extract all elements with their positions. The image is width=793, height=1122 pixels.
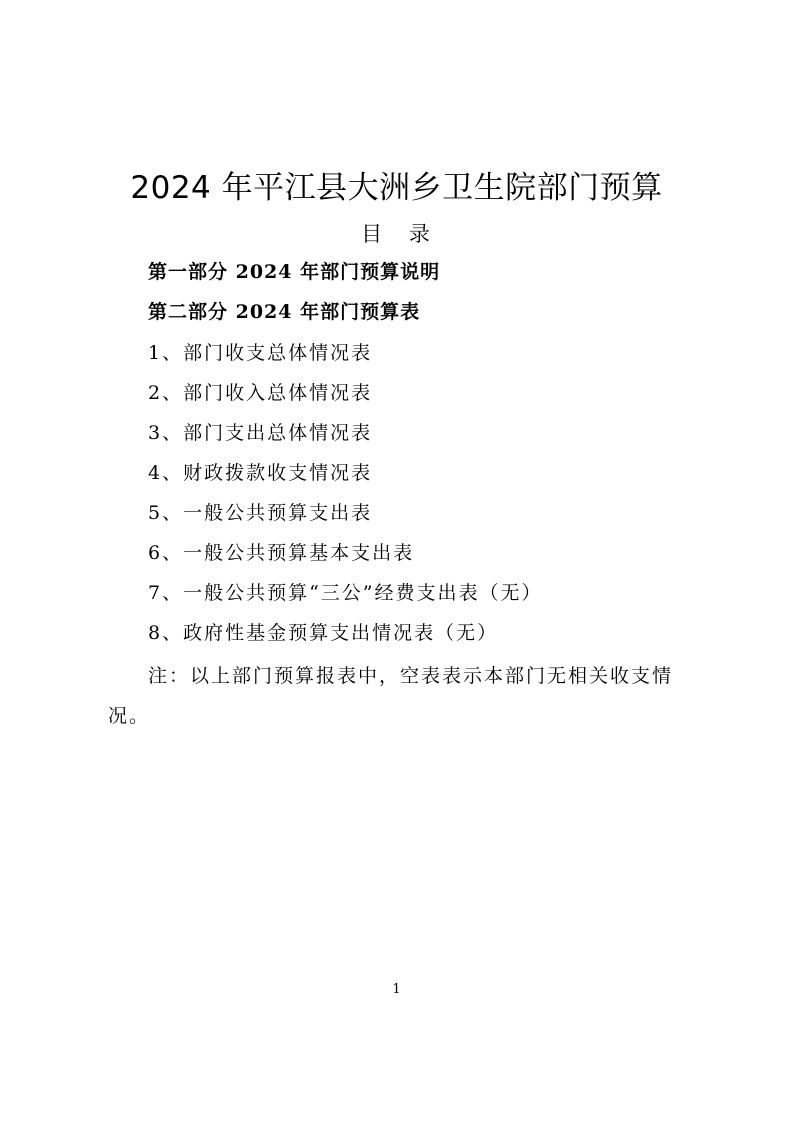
toc-item-5: 5、一般公共预算支出表 <box>148 502 373 524</box>
toc-heading: 目 录 <box>361 222 440 246</box>
note-paragraph: 注：以上部门预算报表中，空表表示本部门无相关收支情况。 <box>108 665 674 727</box>
toc-item-7: 7、一般公共预算“三公”经费支出表（无） <box>148 582 543 604</box>
toc-item-2: 2、部门收入总体情况表 <box>148 382 373 404</box>
toc-section-1: 第一部分 2024 年部门预算说明 <box>148 261 441 283</box>
toc-item-4: 4、财政拨款收支情况表 <box>148 462 373 484</box>
toc-item-6: 6、一般公共预算基本支出表 <box>148 542 415 564</box>
toc-item-3: 3、部门支出总体情况表 <box>148 422 373 444</box>
toc-item-1: 1、部门收支总体情况表 <box>148 342 373 364</box>
toc-item-8: 8、政府性基金预算支出情况表（无） <box>148 622 499 644</box>
toc-section-2: 第二部分 2024 年部门预算表 <box>148 301 421 323</box>
document-title: 2024 年平江县大洲乡卫生院部门预算 <box>130 170 663 206</box>
page-number: 1 <box>392 982 401 997</box>
